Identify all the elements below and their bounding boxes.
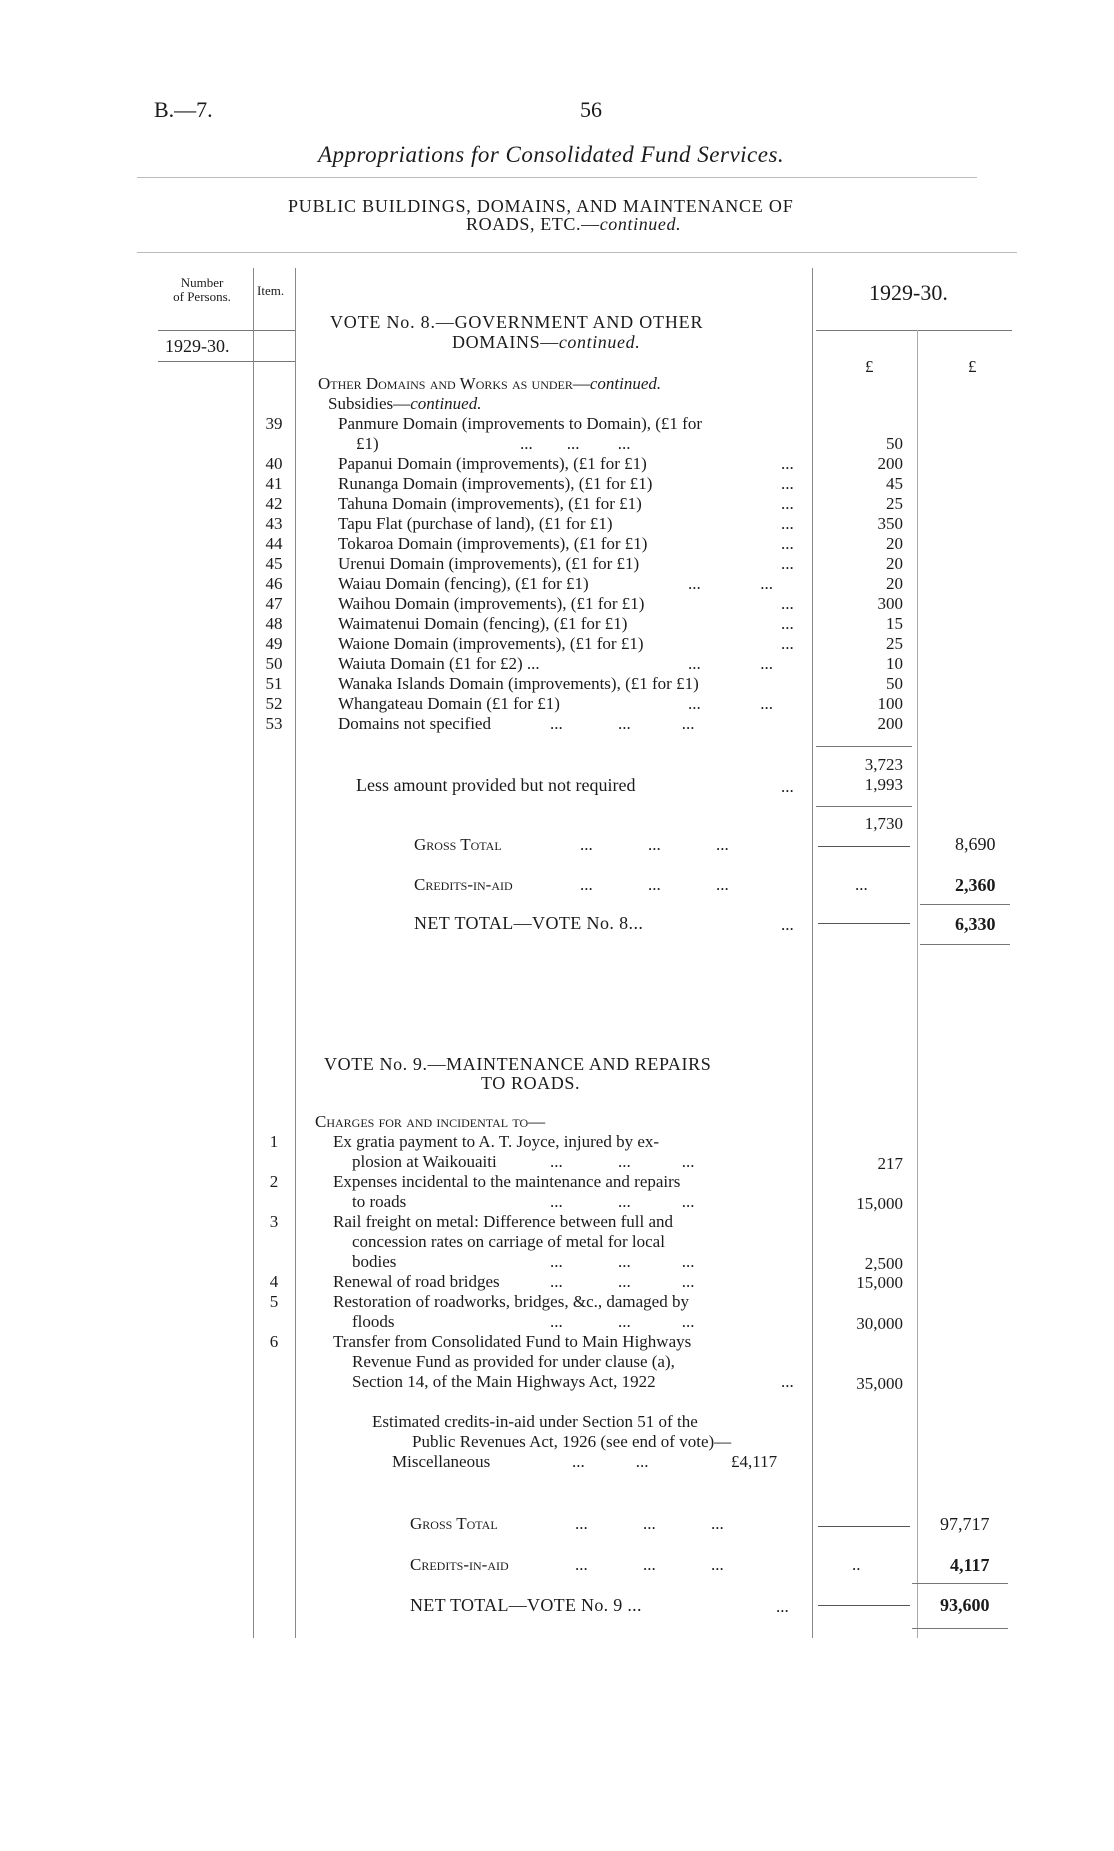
section-title-line1: PUBLIC BUILDINGS, DOMAINS, AND MAINTENANCE OF	[288, 196, 794, 216]
item-amount: 217	[877, 1154, 903, 1173]
leader-dots: ...	[781, 1372, 794, 1391]
vote8-title-line2: DOMAINS—continued.	[452, 332, 641, 352]
vote9-credits-label: Credits-in-aid	[410, 1555, 509, 1574]
item-number: 5	[269, 1292, 279, 1311]
leader-dots: ... ... ...	[575, 1555, 724, 1574]
item-number: 39	[265, 414, 283, 433]
item-number: 6	[269, 1332, 279, 1351]
vote8-title-line1: VOTE No. 8.—GOVERNMENT AND OTHER	[330, 312, 704, 332]
leader-dots: ...	[781, 474, 794, 493]
item-amount: 25	[886, 494, 903, 513]
item-description: Domains not specified	[338, 714, 491, 733]
vote9-title-line2: TO ROADS.	[481, 1073, 581, 1093]
item-description: Urenui Domain (improvements), (£1 for £1)	[338, 554, 640, 573]
item-amount: 10	[886, 654, 903, 673]
item-number: 42	[265, 494, 283, 513]
item-description: Runanga Domain (improvements), (£1 for £1)	[338, 474, 653, 493]
item-description: Waihou Domain (improvements), (£1 for £1)	[338, 594, 645, 613]
page-number: 56	[580, 97, 602, 122]
item-number: 45	[265, 554, 283, 573]
vote8-net-total-amount: 6,330	[955, 914, 996, 934]
item-description-cont: Revenue Fund as provided for under clause (a),	[352, 1352, 675, 1371]
item-amount: 350	[877, 514, 903, 533]
vote9-estimate-line2: Public Revenues Act, 1926 (see end of vote)—	[412, 1432, 732, 1451]
item-amount: 200	[877, 714, 903, 733]
vote9-title-line1: VOTE No. 9.—MAINTENANCE AND REPAIRS	[324, 1054, 712, 1074]
vote8-section-heading: Other Domains and Works as under—continued.	[318, 374, 662, 393]
leader-dots: ...	[781, 777, 794, 796]
item-number: 1	[269, 1132, 279, 1151]
item-number: 50	[265, 654, 283, 673]
leader-dots: ... ... ...	[580, 835, 729, 854]
leader-dots: ...	[781, 454, 794, 473]
leader-dots: ... ... ...	[580, 875, 729, 894]
leader-dots: ...	[781, 494, 794, 513]
vote9-net-total-label: NET TOTAL—VOTE No. 9 ...	[410, 1595, 642, 1615]
vote9-credits-col1: ..	[852, 1555, 861, 1574]
item-amount: 300	[877, 594, 903, 613]
leader-dots: ... ...	[688, 694, 773, 713]
section-title-line2: ROADS, ETC.—continued.	[466, 214, 682, 234]
item-description-cont: plosion at Waikouaiti	[352, 1152, 497, 1171]
item-description-cont: floods	[352, 1312, 395, 1331]
col-item: Item.	[257, 283, 285, 298]
vote8-credits-amount: 2,360	[955, 875, 996, 895]
vote9-estimate-amount: £4,117	[731, 1452, 778, 1471]
item-amount: 15,000	[856, 1273, 903, 1292]
vote8-net-subtotal: 1,730	[864, 814, 903, 833]
item-number: 53	[265, 714, 283, 733]
vote8-subtotal: 3,723	[864, 755, 903, 774]
leader-dots: ... ...	[572, 1452, 649, 1471]
item-amount: 15	[886, 614, 903, 633]
vote8-subsidies-heading: Subsidies—continued.	[328, 394, 482, 413]
item-description-cont: to roads	[352, 1192, 407, 1211]
leader-dots: ... ... ...	[550, 1192, 695, 1211]
item-description: Tapu Flat (purchase of land), (£1 for £1)	[338, 514, 613, 533]
item-number: 49	[265, 634, 283, 653]
item-amount: 20	[886, 534, 903, 553]
item-amount: 20	[886, 574, 903, 593]
vote9-gross-total-amount: 97,717	[940, 1514, 990, 1534]
item-amount: 50	[886, 434, 903, 453]
item-description: Rail freight on metal: Difference between full and	[333, 1212, 674, 1231]
item-description: Tahuna Domain (improvements), (£1 for £1)	[338, 494, 642, 513]
item-number: 40	[265, 454, 283, 473]
leader-dots: ...	[781, 594, 794, 613]
item-number: 52	[265, 694, 283, 713]
leader-dots: ... ...	[688, 654, 773, 673]
col-pound-1: £	[865, 357, 874, 376]
vote8-gross-total-amount: 8,690	[955, 834, 996, 854]
leader-dots: ... ... ...	[550, 1272, 695, 1291]
item-number: 2	[269, 1172, 279, 1191]
leader-dots: ...	[776, 1597, 789, 1616]
vote8-gross-total-label: Gross Total	[414, 835, 502, 854]
leader-dots: ...	[781, 554, 794, 573]
item-number: 4	[269, 1272, 279, 1291]
item-amount: 200	[877, 454, 903, 473]
leader-dots: ... ... ...	[550, 1252, 695, 1271]
item-description: Restoration of roadworks, bridges, &c., damaged by	[333, 1292, 689, 1311]
item-description-cont: concession rates on carriage of metal for local	[352, 1232, 665, 1251]
leader-dots: ...	[781, 614, 794, 633]
item-description: Wanaka Islands Domain (improvements), (£1 for £1)	[338, 674, 699, 693]
vote9-gross-total-label: Gross Total	[410, 1514, 498, 1533]
item-description: Expenses incidental to the maintenance and repairs	[333, 1172, 681, 1191]
leader-dots: ...	[781, 534, 794, 553]
leader-dots: ... ... ...	[550, 1312, 695, 1331]
item-description-cont: Section 14, of the Main Highways Act, 1922	[352, 1372, 656, 1391]
col-number-of-persons: Number of Persons.	[173, 275, 231, 304]
item-amount: 2,500	[864, 1254, 903, 1273]
item-amount: 20	[886, 554, 903, 573]
item-number: 46	[265, 574, 283, 593]
item-number: 3	[269, 1212, 279, 1231]
vote8-credits-col1: ...	[855, 875, 868, 894]
item-description: Waiau Domain (fencing), (£1 for £1)	[338, 574, 589, 593]
item-description-cont: bodies	[352, 1252, 397, 1271]
page-ref: B.—7.	[154, 97, 213, 122]
leader-dots: ... ... ...	[550, 714, 695, 733]
item-number: 44	[265, 534, 283, 553]
leader-dots: ... ... ...	[520, 434, 631, 453]
page-title: Appropriations for Consolidated Fund Services.	[318, 142, 785, 167]
vote8-net-total-label: NET TOTAL—VOTE No. 8...	[414, 913, 644, 933]
col-year-left: 1929-30.	[165, 336, 230, 356]
item-description: Whangateau Domain (£1 for £1)	[338, 694, 560, 713]
item-amount: 50	[886, 674, 903, 693]
item-description: Waiuta Domain (£1 for £2) ...	[338, 654, 540, 673]
leader-dots: ... ...	[688, 574, 773, 593]
item-amount: 30,000	[856, 1314, 903, 1333]
vote9-estimate-line3: Miscellaneous	[392, 1452, 491, 1471]
leader-dots: ...	[781, 634, 794, 653]
item-number: 48	[265, 614, 283, 633]
item-description-cont: £1)	[356, 434, 379, 453]
item-description: Ex gratia payment to A. T. Joyce, injured by ex-	[333, 1132, 660, 1151]
item-number: 41	[265, 474, 283, 493]
item-number: 51	[265, 674, 283, 693]
item-number: 47	[265, 594, 283, 613]
item-description: Renewal of road bridges	[333, 1272, 500, 1291]
vote8-credits-label: Credits-in-aid	[414, 875, 513, 894]
vote8-less-label: Less amount provided but not required	[356, 775, 636, 795]
vote9-estimate-line1: Estimated credits-in-aid under Section 51 of the	[372, 1412, 698, 1431]
vote8-less-amount: 1,993	[864, 775, 903, 794]
item-amount: 35,000	[856, 1374, 903, 1393]
leader-dots: ...	[781, 915, 794, 934]
item-description: Transfer from Consolidated Fund to Main Highways	[333, 1332, 692, 1351]
item-description: Panmure Domain (improvements to Domain), (£1 for	[338, 414, 703, 433]
item-amount: 25	[886, 634, 903, 653]
leader-dots: ... ... ...	[575, 1514, 724, 1533]
leader-dots: ... ... ...	[550, 1152, 695, 1171]
leader-dots: ...	[781, 514, 794, 533]
item-amount: 45	[886, 474, 903, 493]
item-description: Waimatenui Domain (fencing), (£1 for £1)	[338, 614, 628, 633]
item-description: Waione Domain (improvements), (£1 for £1)	[338, 634, 644, 653]
item-amount: 15,000	[856, 1194, 903, 1213]
col-year: 1929-30.	[869, 280, 948, 305]
item-number: 43	[265, 514, 283, 533]
vote9-net-total-amount: 93,600	[940, 1595, 990, 1615]
item-description: Tokaroa Domain (improvements), (£1 for £1)	[338, 534, 648, 553]
item-description: Papanui Domain (improvements), (£1 for £1)	[338, 454, 647, 473]
vote9-section-heading: Charges for and incidental to—	[315, 1112, 546, 1131]
col-pound-2: £	[968, 357, 977, 376]
vote9-credits-amount: 4,117	[950, 1555, 990, 1575]
item-amount: 100	[877, 694, 903, 713]
